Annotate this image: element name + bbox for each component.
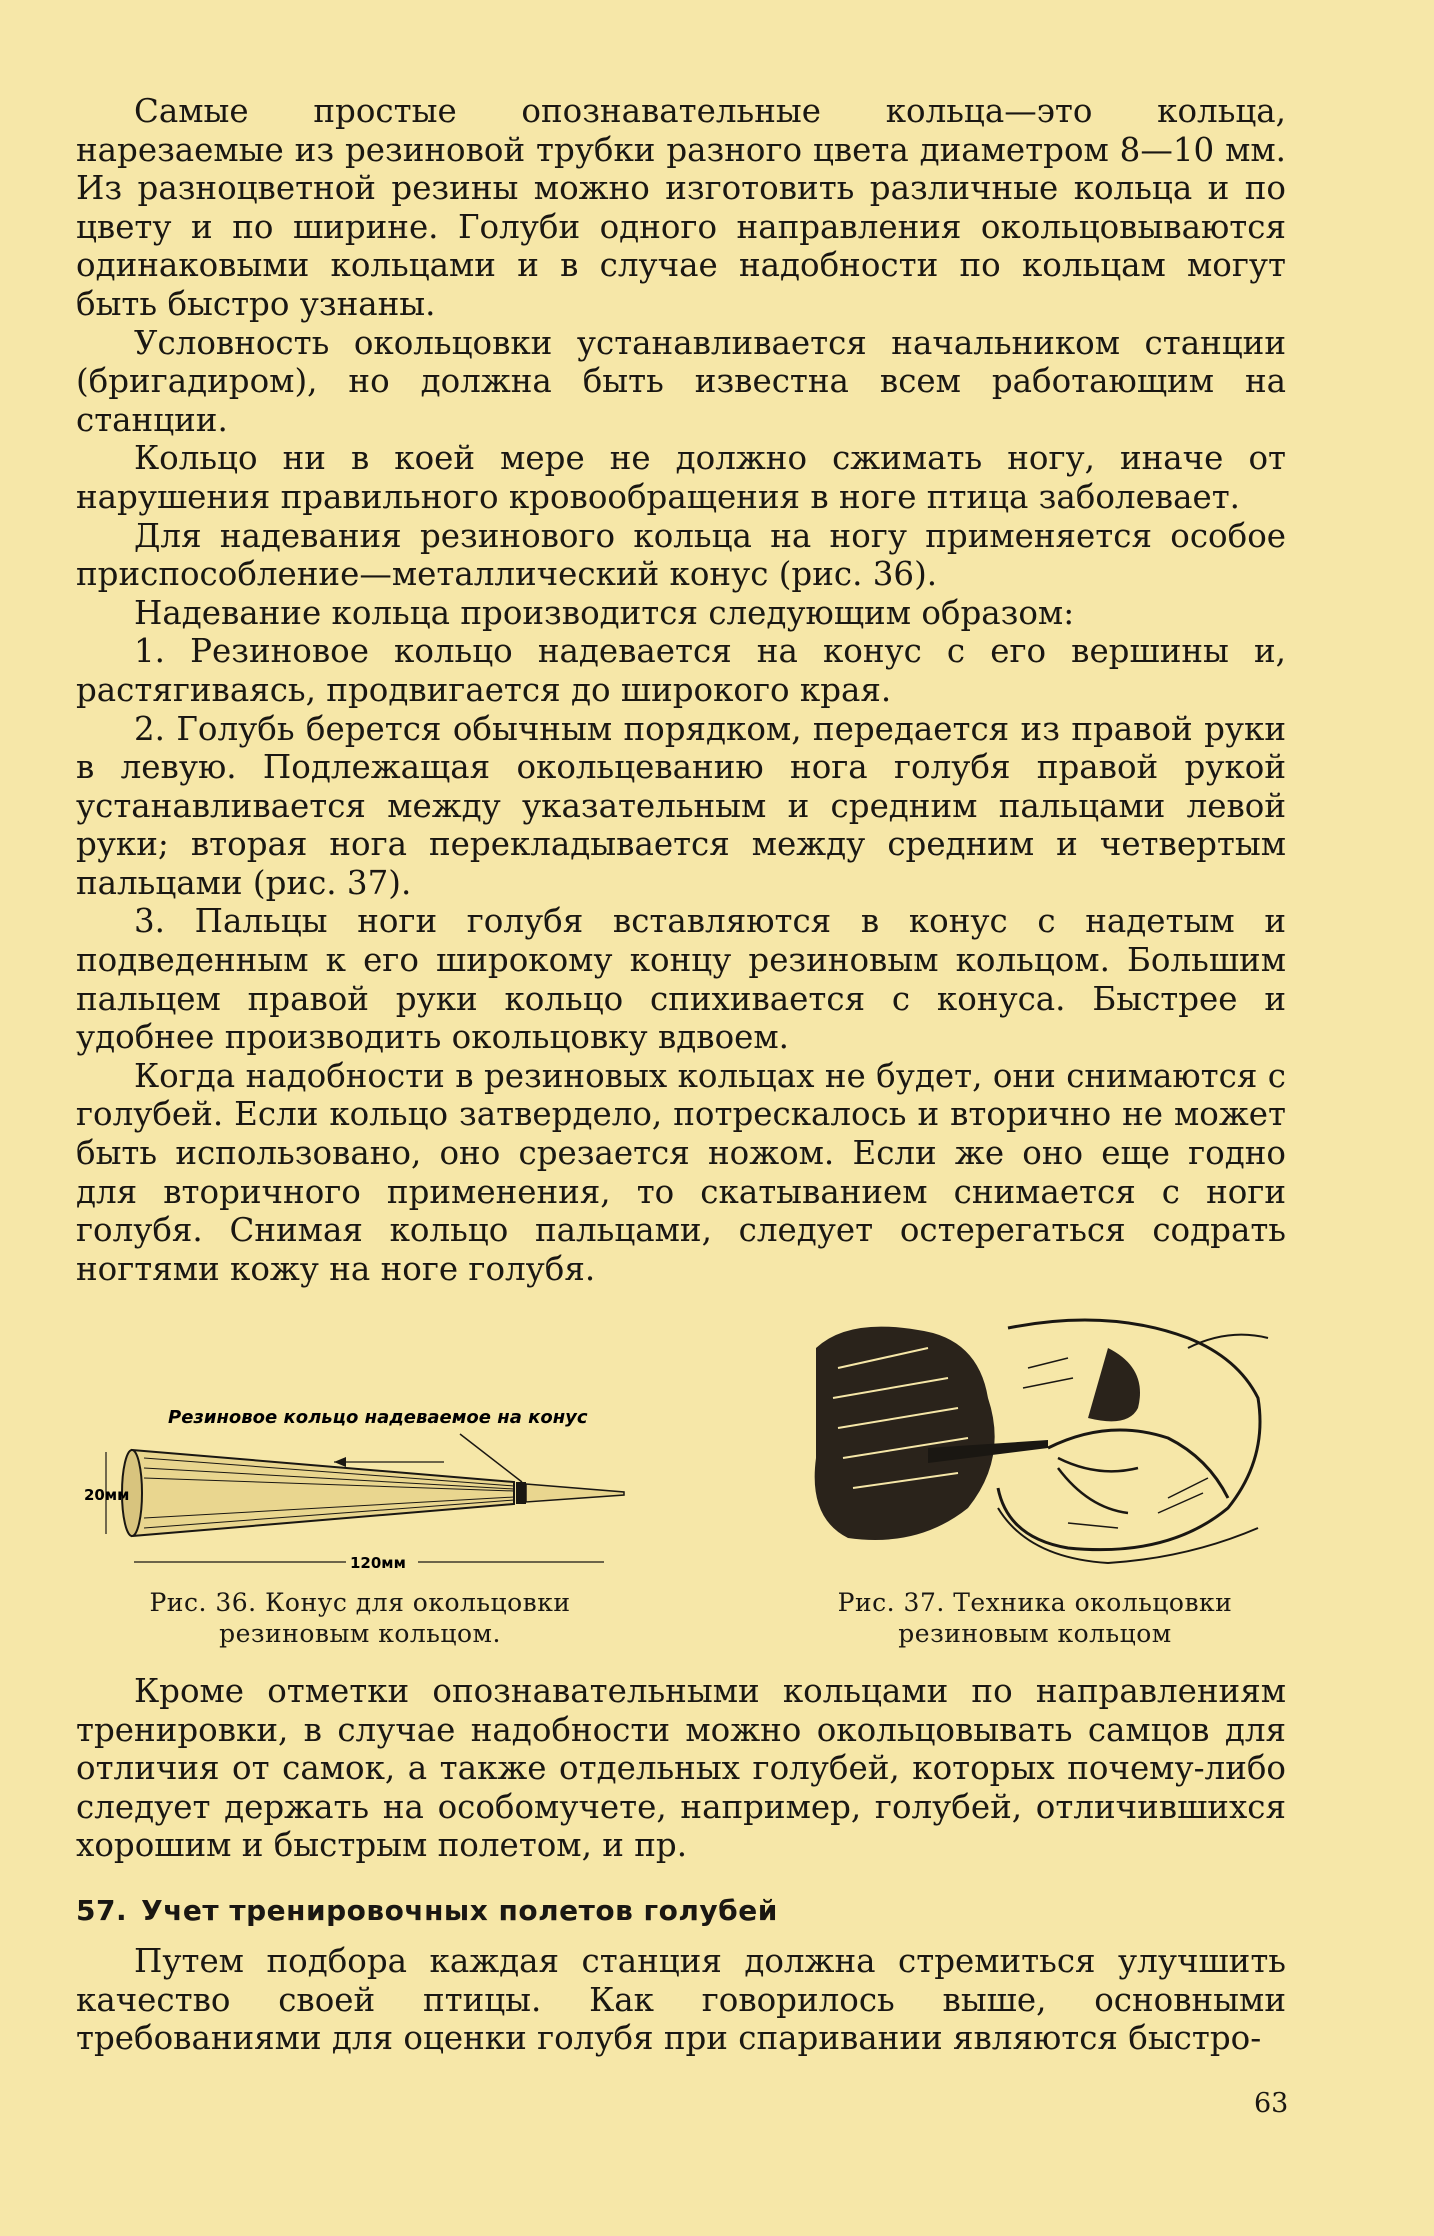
body-text-middle <box>76 1672 1286 1865</box>
length-label: 120мм <box>350 1554 406 1572</box>
paragraph: Путем подбора каждая станция должна стремиться улучшить качество своей птицы. Как говорилось выше, основными требованиями для оценки голубя при спаривании являются быстро- <box>76 1942 1286 2058</box>
cone-tip <box>526 1484 624 1502</box>
paragraph: Условность окольцовки устанавливается начальником станции (бригадиром), но должна быть известна всем работающим на станции. <box>76 323 1286 439</box>
paragraph: Самые простые опознавательные кольца—это кольца, нарезаемые из резиновой трубки разного цвета диаметром 8—10 мм. Из разноцветной резины можно изготовить различные кольца и по цвету и по ширине. Голуби одного направления окольцовываются одинаковыми кольцами и в случае надобности по кольцам могут быть быстро узнаны. <box>76 92 1286 323</box>
caption-line: резиновым кольцом <box>898 1619 1172 1648</box>
body-text-top <box>76 92 1286 1288</box>
section-heading <box>76 1894 778 1927</box>
paragraph: Кольцо ни в коей мере не должно сжимать ногу, иначе от нарушения правильного кровообращения в ноге птица заболевает. <box>76 439 1286 516</box>
cone-label: Резиновое кольцо надеваемое на конус <box>168 1407 588 1428</box>
caption-line: резиновым кольцом. <box>219 1619 501 1648</box>
cone-body <box>132 1450 514 1536</box>
caption-line: Рис. 37. Техника окольцовки <box>837 1588 1233 1617</box>
list-step: 1. Резиновое кольцо надевается на конус с его вершины и, растягиваясь, продвигается до широкого края. <box>76 632 1286 709</box>
paragraph: Кроме отметки опознавательными кольцами по направлениям тренировки, в случае надобности можно окольцовывать самцов для отличия от самок, а также отдельных голубей, которых почему-либо следует держать на особомучете, например, голубей, отличившихся хорошим и быстрым полетом, и пр. <box>76 1672 1286 1865</box>
body-text-bottom <box>76 1942 1286 2058</box>
paragraph: Надевание кольца производится следующим образом: <box>134 593 1075 632</box>
list-step: 3. Пальцы ноги голубя вставляются в конус с надетым и подведенным к его широкому концу резиновым кольцом. Большим пальцем правой руки кольцо спихивается с конуса. Быстрее и удобнее производить окольцовку вдвоем. <box>76 902 1286 1057</box>
list-step: 2. Голубь берется обычным порядком, передается из правой руки в левую. Подлежащая окольцеванию нога голубя правой рукой устанавливается между указательным и средним пальцами левой руки; вторая нога перекладывается между средним и четвертым пальцами (рис. 37). <box>76 709 1286 902</box>
rubber-ring <box>516 1482 526 1504</box>
arrow-head <box>334 1457 346 1467</box>
section-title: Учет тренировочных полетов голубей <box>141 1894 778 1927</box>
figure36-caption <box>100 1587 620 1649</box>
leader-line <box>460 1434 522 1482</box>
page-number: 63 <box>1254 2088 1289 2119</box>
diameter-label: 20мм <box>84 1486 130 1504</box>
caption-line: Рис. 36. Конус для окольцовки <box>149 1588 571 1617</box>
section-number: 57. <box>76 1894 128 1927</box>
ringing-illustration <box>808 1308 1278 1568</box>
cone-figure <box>84 1400 644 1580</box>
hand-shape <box>815 1327 995 1540</box>
figure37-caption <box>800 1587 1270 1649</box>
paragraph: Когда надобности в резиновых кольцах не будет, они снимаются с голубей. Если кольцо затвердело, потрескалось и вторично не может быть использовано, оно срезается ножом. Если же оно еще годно для вторичного применения, то скатыванием снимается с ноги голубя. Снимая кольцо пальцами, следует остерегаться содрать ногтями кожу на ноге голубя. <box>76 1056 1286 1288</box>
paragraph: Для надевания резинового кольца на ногу применяется особое приспособление—металлический конус (рис. 36). <box>76 516 1286 594</box>
